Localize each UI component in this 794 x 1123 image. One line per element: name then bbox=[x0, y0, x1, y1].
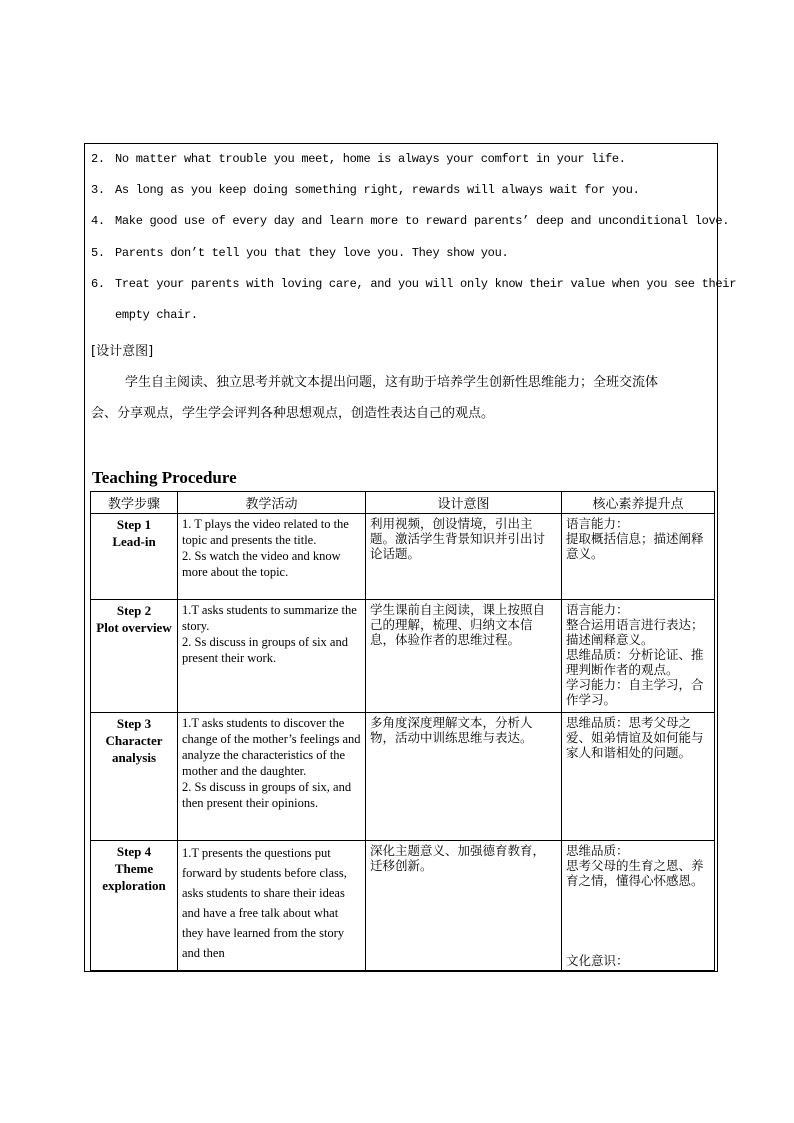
item-text: No matter what trouble you meet, home is always your comfort in your life. bbox=[115, 152, 626, 166]
step-number: Step 4 bbox=[116, 844, 152, 859]
design-cell: 多角度深度理解文本，分析人物，活动中训练思维与表达。 bbox=[366, 713, 562, 841]
core-cell: 语言能力： 提取概括信息；描述阐释意义。 bbox=[562, 514, 715, 600]
step-title: Plot overview bbox=[96, 620, 172, 635]
item-number: 3. bbox=[91, 183, 105, 197]
column-header: 教学活动 bbox=[178, 492, 366, 514]
table-row bbox=[91, 600, 715, 713]
core-cell bbox=[562, 841, 715, 971]
table-row bbox=[91, 514, 715, 600]
item-number: 5. bbox=[91, 246, 105, 260]
list-item bbox=[91, 152, 626, 166]
step-title: Lead-in bbox=[112, 534, 156, 549]
item-text: Make good use of every day and learn more to reward parents’ deep and unconditional love. bbox=[115, 214, 730, 228]
core-cell: 思维品质：思考父母之爱、姐弟情谊及如何能与家人和谐相处的问题。 bbox=[562, 713, 715, 841]
list-item-continuation: empty chair. bbox=[115, 308, 198, 322]
core-cell: 语言能力： 整合运用语言进行表达；描述阐释意义。 思维品质：分析论证、推理判断作者的观点。 学习能力：自主学习，合作学习。 bbox=[562, 600, 715, 713]
activity-cell: 1.T asks students to summarize the story. 2. Ss discuss in groups of six and present their work. bbox=[178, 600, 366, 713]
activity-cell: 1.T presents the questions put forward by students before class, asks students to share their ideas and have a free talk about what they have learned from the story and then bbox=[178, 841, 366, 971]
design-cell: 深化主题意义、加强德育教育，迁移创新。 bbox=[366, 841, 562, 971]
column-header: 核心素养提升点 bbox=[562, 492, 715, 514]
item-text: Parents don’t tell you that they love you. They show you. bbox=[115, 246, 509, 260]
step-number: Step 1 bbox=[116, 517, 152, 532]
step-cell bbox=[91, 713, 178, 841]
core-text: 思维品质： 思考父母的生育之恩、养育之情，懂得心怀感恩。 bbox=[566, 843, 704, 888]
activity-cell: 1. T plays the video related to the topic and presents the title. 2. Ss watch the video and know more about the topic. bbox=[178, 514, 366, 600]
item-number: 6. bbox=[91, 277, 105, 291]
item-number: 2. bbox=[91, 152, 105, 166]
list-item bbox=[91, 183, 640, 197]
core-text-continued: 文化意识： bbox=[566, 953, 629, 968]
design-cell: 学生课前自主阅读，课上按照自己的理解，梳理、归纳文本信息，体验作者的思维过程。 bbox=[366, 600, 562, 713]
column-header: 教学步骤 bbox=[91, 492, 178, 514]
list-item bbox=[91, 214, 729, 228]
design-intent-label: [设计意图] bbox=[91, 344, 154, 359]
section-heading: Teaching Procedure bbox=[92, 468, 237, 487]
activity-cell: 1.T asks students to discover the change of the mother’s feelings and analyze the characteristics of the mother and the daughter. 2. Ss discuss in groups of six, and then present their opinions. bbox=[178, 713, 366, 841]
step-cell bbox=[91, 600, 178, 713]
item-number: 4. bbox=[91, 214, 105, 228]
item-text: Treat your parents with loving care, and you will only know their value when you see their bbox=[115, 277, 737, 291]
column-header: 设计意图 bbox=[366, 492, 562, 514]
step-number: Step 3 bbox=[116, 716, 152, 731]
step-title: Theme exploration bbox=[102, 861, 166, 893]
step-cell bbox=[91, 514, 178, 600]
table-header-row bbox=[91, 492, 715, 514]
design-cell: 利用视频，创设情境，引出主题。激活学生背景知识并引出讨论话题。 bbox=[366, 514, 562, 600]
step-number: Step 2 bbox=[116, 603, 152, 618]
table-row bbox=[91, 841, 715, 971]
procedure-table bbox=[90, 491, 715, 971]
design-intent-text: 会、分享观点，学生学会评判各种思想观点，创造性表达自己的观点。 bbox=[91, 406, 495, 421]
list-item bbox=[91, 277, 736, 291]
table-row bbox=[91, 713, 715, 841]
item-text: As long as you keep doing something right, rewards will always wait for you. bbox=[115, 183, 640, 197]
list-item bbox=[91, 246, 508, 260]
design-intent-text: 学生自主阅读、独立思考并就文本提出问题，这有助于培养学生创新性思维能力；全班交流体 bbox=[125, 375, 659, 390]
step-cell bbox=[91, 841, 178, 971]
page-frame bbox=[84, 143, 737, 972]
step-title: Character analysis bbox=[105, 733, 163, 765]
